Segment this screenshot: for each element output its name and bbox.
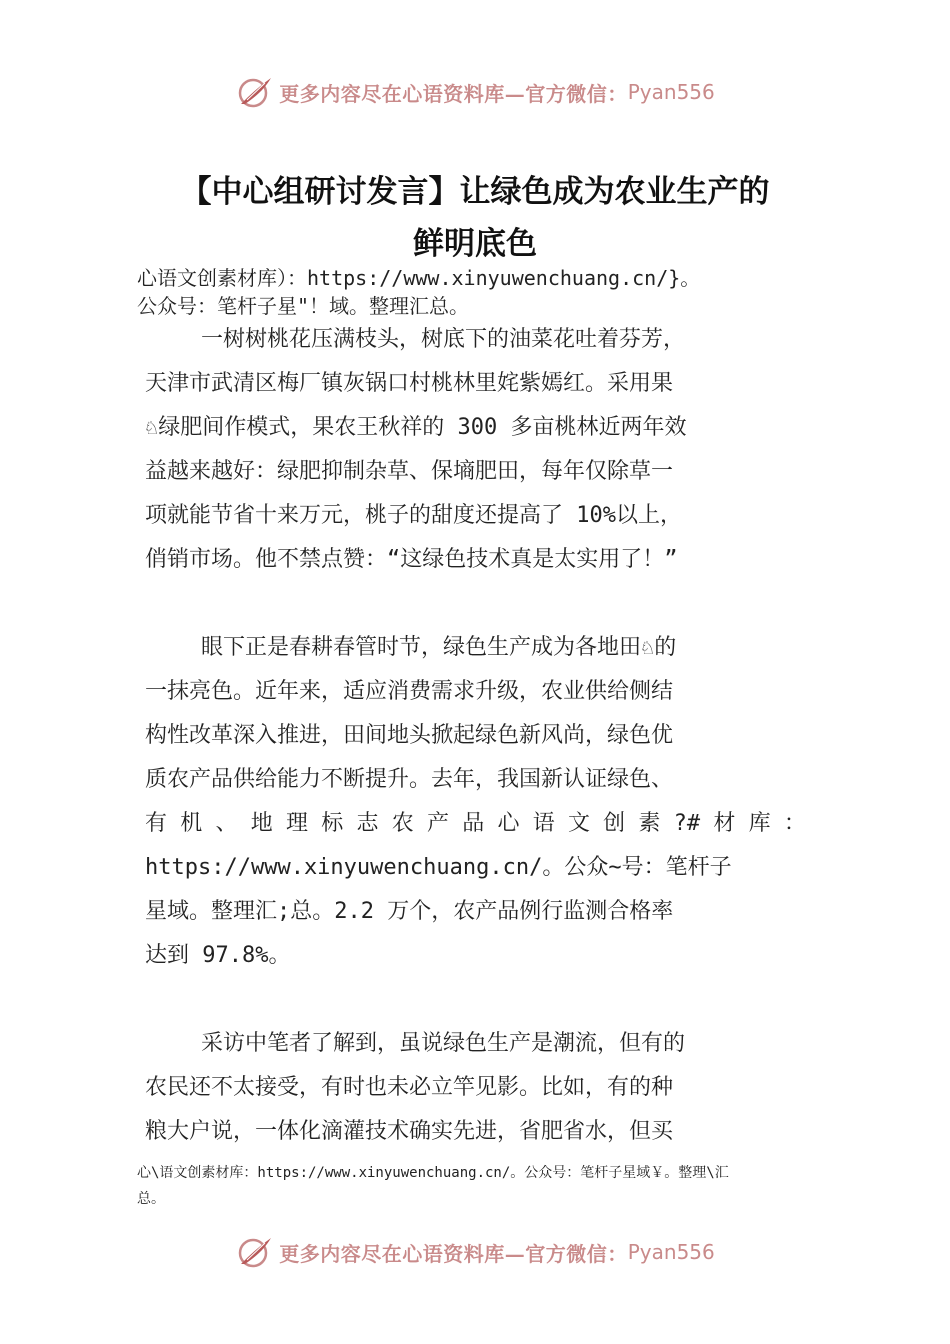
p2-line: https://www.xinyuwenchuang.cn/。公众~号：笔杆子 [145, 855, 732, 880]
p3-line: 粮大户说，一体化滴灌技术确实先进，省肥省水，但买 [145, 1119, 674, 1144]
p1-line: ♘绿肥间作模式，果农王秋祥的 300 多亩桃林近两年效 [145, 415, 687, 440]
banner-wechat-id: Pyan556 [627, 80, 715, 104]
paragraph-1 [145, 318, 807, 582]
p1-line: 益越来越好：绿肥抑制杂草、保墒肥田，每年仅除草一 [145, 459, 674, 484]
quill-pen-logo-icon [235, 74, 275, 110]
p3-line: 采访中笔者了解到，虽说绿色生产是潮流，但有的 [201, 1031, 686, 1056]
p1-line: 天津市武清区梅厂镇灰锅口村桃林里姹紫嫣红。采用果 [145, 371, 674, 396]
page-title [100, 166, 850, 270]
p2-line: 有 机 、 地 理 标 志 农 产 品 心 语 文 创 素 ?# 材 库 ： [145, 811, 806, 836]
p1-line: 项就能节省十来万元，桃子的甜度还提高了 10%以上， [145, 503, 682, 528]
banner-text: 更多内容尽在心语资料库—官方微信： [279, 1241, 628, 1266]
p2-line: 星域。整理汇;总。2.2 万个，农产品例行监测合格率 [145, 899, 674, 924]
footnote [137, 1160, 837, 1212]
paragraph-3 [145, 1022, 807, 1154]
title-line-2: 鲜明底色 [413, 226, 537, 262]
p1-line: 俏销市场。他不禁点赞：“这绿色技术真是太实用了！” [145, 547, 678, 572]
footnote-line-1: 心\语文创素材库：https://www.xinyuwenchuang.cn/。公众号：笔杆子星域￥。整理\汇 [137, 1165, 729, 1181]
p3-line: 农民还不太接受，有时也未必立竿见影。比如，有的种 [145, 1075, 674, 1100]
paragraph-2 [145, 626, 807, 978]
p2-line: 一抹亮色。近年来，适应消费需求升级，农业供给侧结 [145, 679, 674, 704]
source-line-1: 心语文创素材库）：https://www.xinyuwenchuang.cn/}。 [137, 266, 701, 290]
banner-text: 更多内容尽在心语资料库—官方微信： [279, 81, 628, 106]
p2-line: 眼下正是春耕春管时节，绿色生产成为各地田♘的 [201, 635, 677, 660]
banner-wechat-id: Pyan556 [627, 1240, 715, 1264]
p2-line: 构性改革深入推进，田间地头掀起绿色新风尚，绿色优 [145, 723, 674, 748]
quill-pen-logo-icon [235, 1234, 275, 1270]
header-banner [0, 72, 950, 112]
source-line-2: 公众号：笔杆子星"！域。整理汇总。 [137, 294, 470, 318]
p1-line: 一树树桃花压满枝头，树底下的油菜花吐着芬芳， [201, 327, 686, 352]
footer-banner [0, 1232, 950, 1272]
footnote-line-2: 总。 [137, 1191, 165, 1207]
p2-line: 质农产品供给能力不断提升。去年，我国新认证绿色、 [145, 767, 674, 792]
title-line-1: 【中心组研讨发言】让绿色成为农业生产的 [180, 174, 770, 210]
p2-line: 达到 97.8%。 [145, 943, 291, 968]
